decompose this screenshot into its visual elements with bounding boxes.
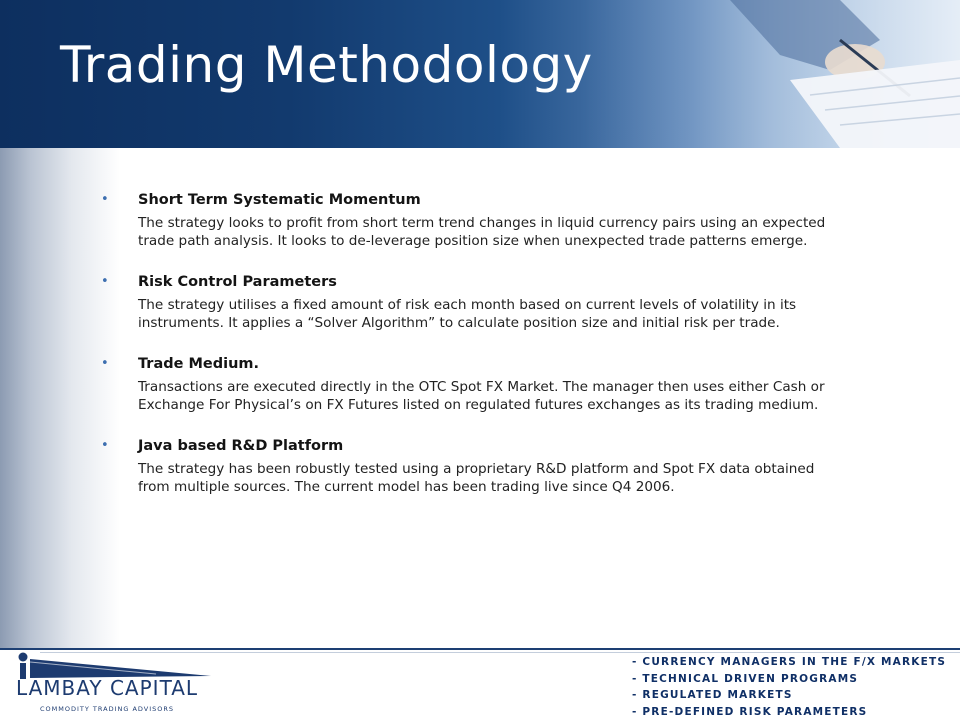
- section-body: The strategy has been robustly tested using a proprietary R&D platform and Spot FX data obtained from multiple sources. The current model has been trading live since Q4 2006.: [138, 461, 815, 495]
- bullet-icon: •: [101, 274, 109, 289]
- footer-taglines: [632, 654, 958, 720]
- company-logo: [6, 650, 216, 718]
- bullet-icon: •: [101, 192, 109, 207]
- tagline-item: - CURRENCY MANAGERS IN THE F/X MARKETS: [632, 656, 947, 668]
- section-risk-control: [100, 272, 840, 332]
- tagline-item: - TECHNICAL DRIVEN PROGRAMS: [632, 672, 859, 685]
- header-banner: [0, 0, 960, 148]
- section-title: Risk Control Parameters: [138, 274, 337, 290]
- section-title: Java based R&D Platform: [138, 438, 344, 454]
- section-body: Transactions are executed directly in the OTC Spot FX Market. The manager then uses either Cash or Exchange For Physical’s on FX Futures listed on regulated futures exchanges as its trading medium.: [138, 379, 825, 413]
- page-title: Trading Methodology: [60, 36, 593, 94]
- section-body: The strategy utilises a fixed amount of risk each month based on current levels of volatility in its instruments. It applies a “Solver Algorithm” to calculate position size and initial risk per trade.: [138, 297, 797, 331]
- section-body: The strategy looks to profit from short term trend changes in liquid currency pairs using an expected trade path analysis. It looks to de-leverage position size when unexpected trade patterns emerge.: [138, 215, 826, 249]
- section-short-term-momentum: [100, 190, 840, 250]
- header-photo-image: [580, 0, 960, 148]
- tagline-item: - PRE-DEFINED RISK PARAMETERS: [632, 705, 868, 718]
- logo-name: LAMBAY CAPITAL: [16, 676, 199, 700]
- section-trade-medium: [100, 354, 840, 414]
- content-list: [100, 190, 840, 518]
- bullet-icon: •: [101, 438, 109, 453]
- bullet-icon: •: [101, 356, 109, 371]
- section-title: Trade Medium.: [138, 356, 260, 372]
- section-java-platform: [100, 436, 840, 496]
- logo-tagline: COMMODITY TRADING ADVISORS: [40, 705, 175, 713]
- tagline-item: - REGULATED MARKETS: [632, 689, 793, 701]
- section-title: Short Term Systematic Momentum: [138, 192, 421, 208]
